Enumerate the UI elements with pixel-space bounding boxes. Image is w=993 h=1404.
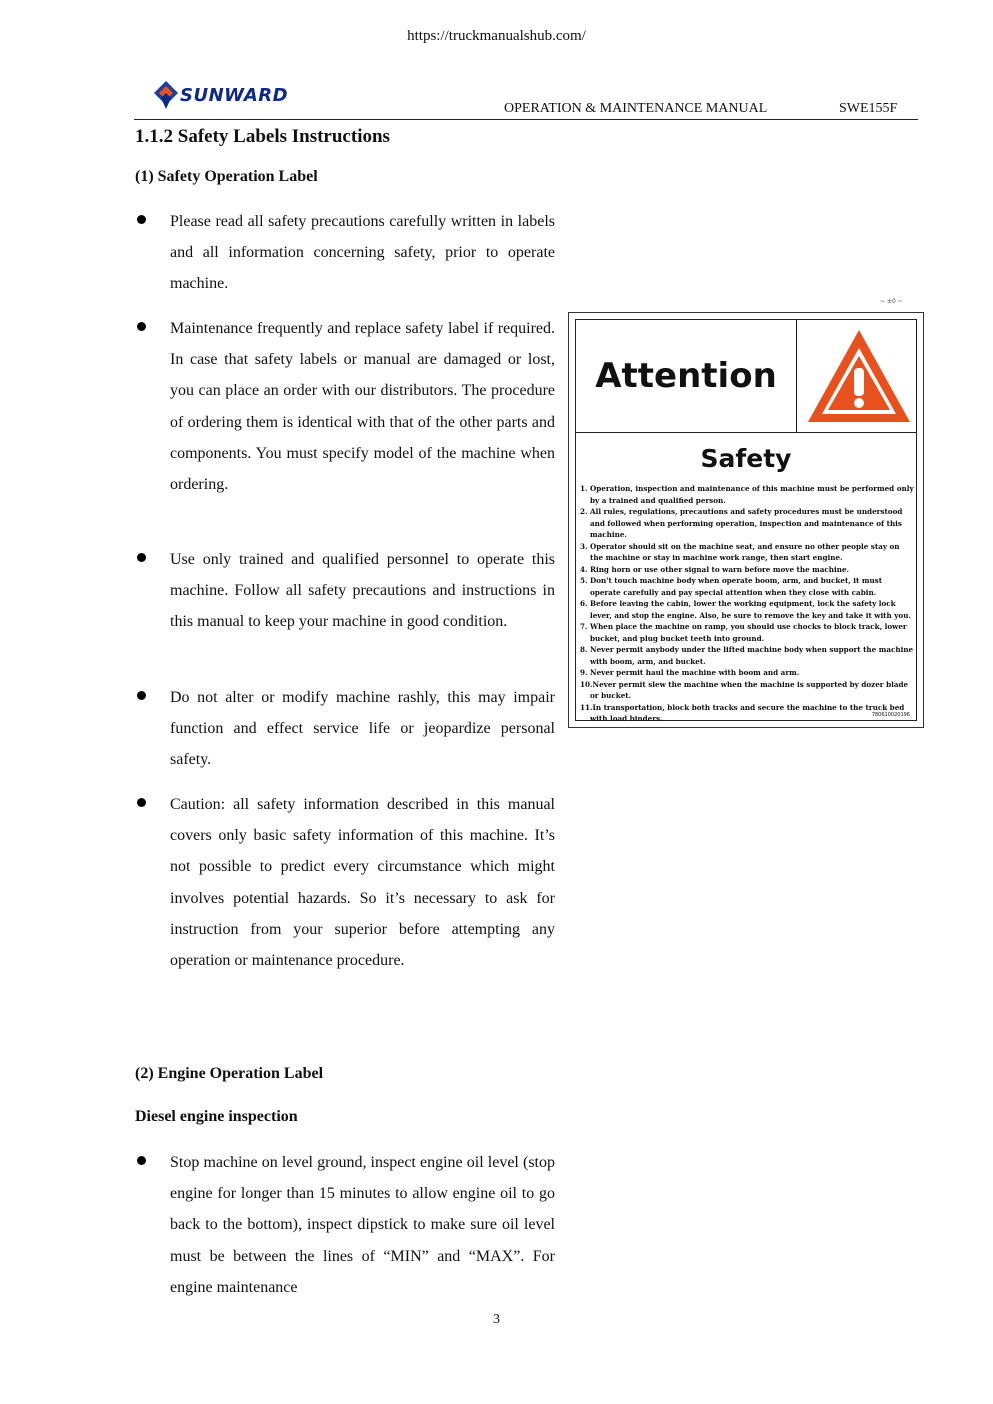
subsection-title-3: Diesel engine inspection xyxy=(135,1108,298,1125)
bullet-dot xyxy=(137,553,146,562)
sunward-logo-icon xyxy=(152,80,180,110)
safety-rule: 6. Before leaving the cabin, lower the working equipment, lock the safety lock lever, and stop the engine. Also, be sure to remove the key and take it with you. xyxy=(580,599,911,620)
bullet-item xyxy=(135,1147,555,1303)
safety-rule: 4. Ring horn or use other signal to warn before move the machine. xyxy=(580,564,850,574)
safety-rules-list xyxy=(580,483,914,725)
safety-label-header xyxy=(576,320,916,433)
manual-title: OPERATION & MAINTENANCE MANUAL xyxy=(504,101,768,116)
bullet-text: Do not alter or modify machine rashly, this may impair function and effect service life or jeopardize personal safety. xyxy=(170,689,555,769)
header-divider xyxy=(134,119,918,120)
safety-rule: 9. Never permit haul the machine with boom and arm. xyxy=(580,668,800,677)
bullet-item xyxy=(135,544,555,638)
bullet-dot xyxy=(137,322,146,331)
bullet-text: Please read all safety precautions carefully written in labels and all information concerning safety, prior to operate machine. xyxy=(170,213,555,293)
bullet-dot xyxy=(137,215,146,224)
bullet-item xyxy=(135,313,555,500)
subsection-title-1: (1) Safety Operation Label xyxy=(135,168,318,185)
section-title: 1.1.2 Safety Labels Instructions xyxy=(135,126,390,147)
label-part-number: 780610020196 xyxy=(871,712,910,718)
page-number: 3 xyxy=(493,1312,500,1327)
sunward-logo xyxy=(152,80,289,116)
safety-rule: 10.Never permit slew the machine when the machine is supported by dozer blade or bucket. xyxy=(580,679,909,700)
bullet-text: Maintenance frequently and replace safety label if required. In case that safety labels or manual are damaged or lost, you can place an order with our distributors. The procedure of ordering them is identical with that of the other parts and components. You must specify model of the machine when ordering. xyxy=(170,320,555,494)
bullet-dot xyxy=(137,691,146,700)
label-corner-mark: ~ ±0 ~ xyxy=(880,298,903,305)
safety-heading: Safety xyxy=(700,444,792,473)
brand-name: SUNWARD xyxy=(180,85,289,106)
bullet-item xyxy=(135,789,555,976)
subsection-title-2: (2) Engine Operation Label xyxy=(135,1065,324,1082)
model-number: SWE155F xyxy=(839,101,898,116)
safety-rule: 1. Operation, inspection and maintenance of this machine must be performed only by a trained and qualified person. xyxy=(580,484,914,505)
source-url[interactable]: https://truckmanualshub.com/ xyxy=(407,28,586,44)
bullet-text: Stop machine on level ground, inspect engine oil level (stop engine for longer than 15 minutes to allow engine oil to go back to the bottom), inspect dipstick to make sure oil level must be between the lines of “MIN” and “MAX”. For engine maintenance xyxy=(170,1154,555,1296)
bullet-item xyxy=(135,682,555,776)
warning-triangle-icon xyxy=(804,326,914,426)
bullet-dot xyxy=(137,798,146,807)
bullet-item xyxy=(135,206,555,300)
safety-rule: 2. All rules, regulations, precautions and safety procedures must be understood and followed when performing operation, inspection and maintenance of this machine. xyxy=(580,507,903,539)
attention-heading: Attention xyxy=(576,320,797,432)
safety-rule: 7. When place the machine on ramp, you should use chocks to block track, lower bucket, and plug bucket teeth into ground. xyxy=(580,622,907,643)
safety-label-image xyxy=(568,312,924,728)
bullet-text: Caution: all safety information described in this manual covers only basic safety information of this machine. It’s not possible to predict every circumstance which might involves potential hazards. So it’s necessary to ask for instruction from your superior before attempting any operation or maintenance procedure. xyxy=(170,796,555,970)
bullet-dot xyxy=(137,1156,146,1165)
safety-rule: 3. Operator should sit on the machine seat, and ensure no other people stay on the machine or stay in machine work range, then start engine. xyxy=(580,541,900,562)
safety-rule: 5. Don't touch machine body when operate boom, arm, and bucket, it must operate carefully and pay special attention when they close with cabin. xyxy=(580,576,883,597)
safety-rule: 11.In transportation, block both tracks and secure the machine to the truck bed with load binders. xyxy=(580,702,905,723)
safety-label-frame xyxy=(575,319,917,721)
safety-rule: 8. Never permit anybody under the lifted machine body when support the machine with boom, arm, and bucket. xyxy=(580,645,914,666)
bullet-text: Use only trained and qualified personnel to operate this machine. Follow all safety precautions and instructions in this manual to keep your machine in good condition. xyxy=(170,551,555,631)
